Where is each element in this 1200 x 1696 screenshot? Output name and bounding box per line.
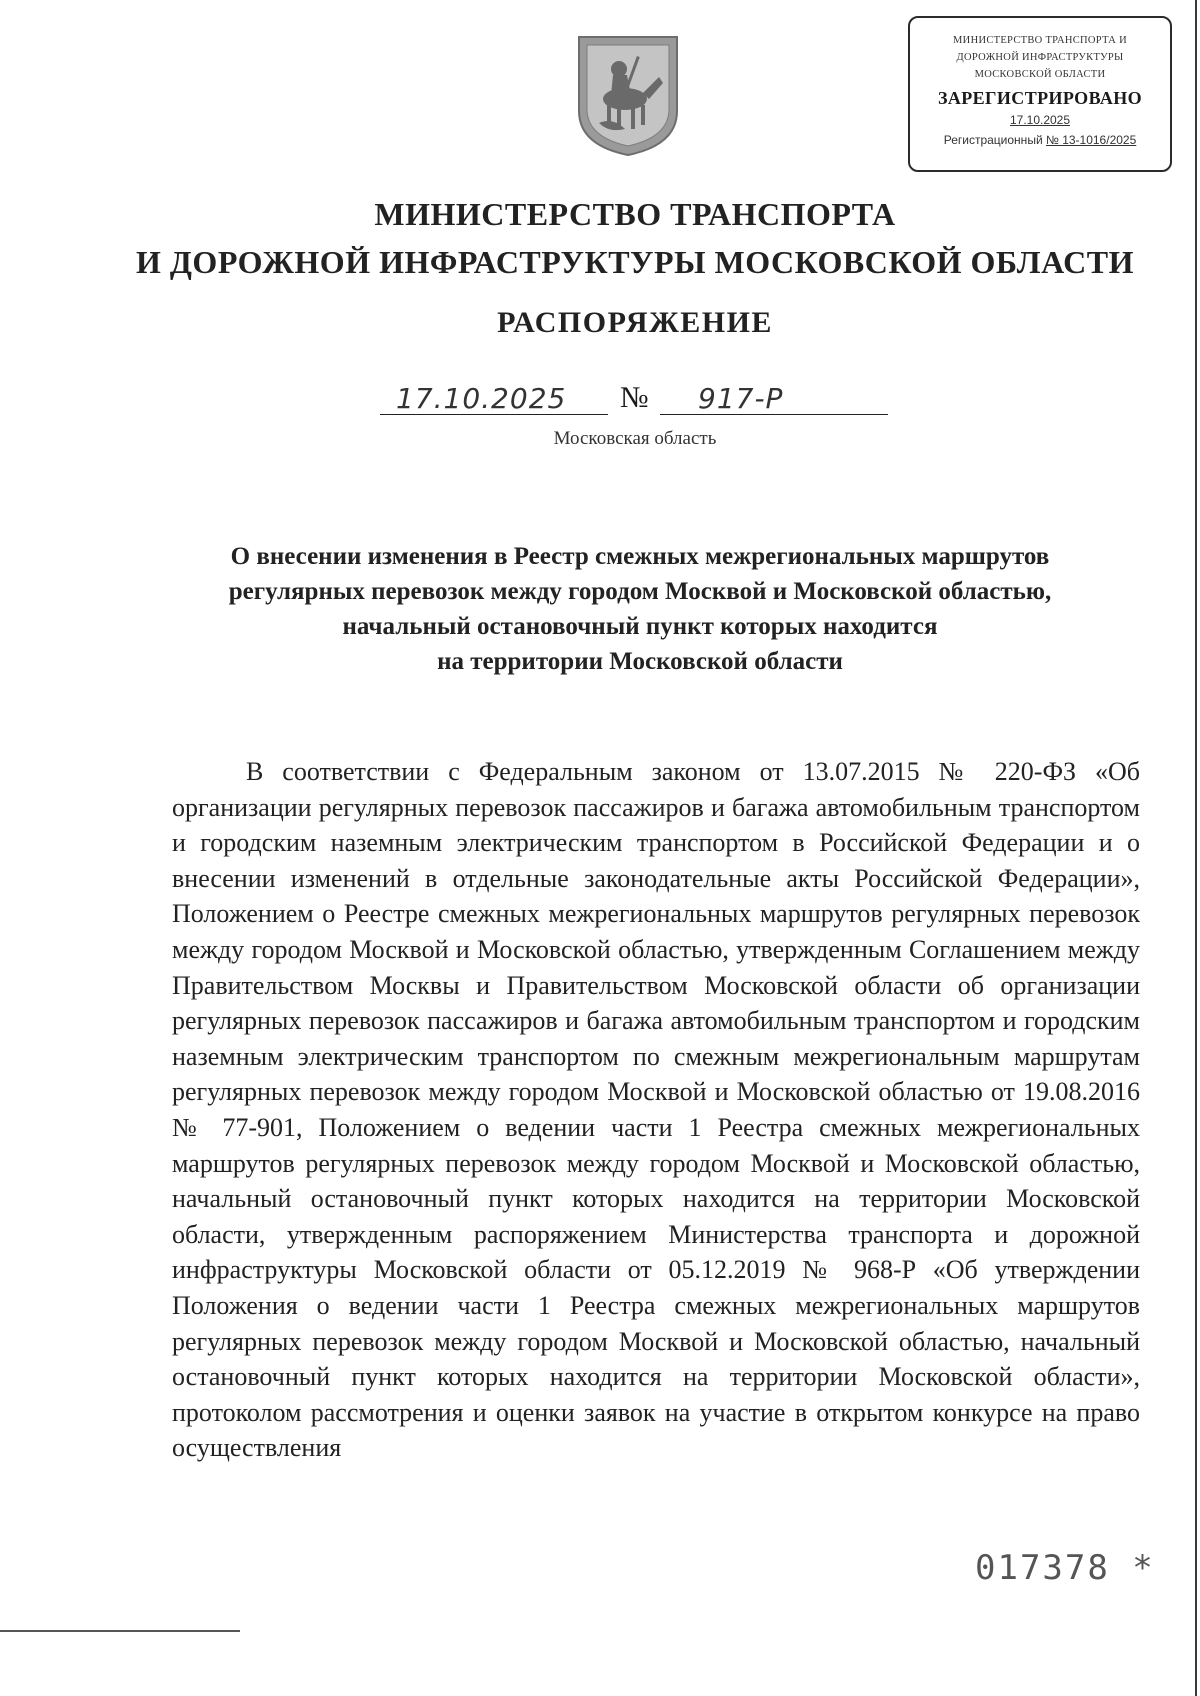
stamp-registration-number [910,133,1170,147]
subject-line: регулярных перевозок между городом Москвой и Московской областью, [228,578,1052,605]
document-body [172,754,1140,1466]
order-number-underline [660,414,888,415]
subject-line: на территории Московской области [437,648,843,675]
stamp-reg-value: № 13-1016/2025 [1045,133,1137,147]
coat-of-arms-emblem [573,33,683,159]
stamp-org-line: МИНИСТЕРСТВО ТРАНСПОРТА И [953,35,1127,46]
order-number-sign: № [620,381,649,414]
registration-stamp [908,16,1172,172]
document-subject [140,539,1140,679]
ministry-title [100,190,1170,286]
ministry-title-line: И ДОРОЖНОЙ ИНФРАСТРУКТУРЫ МОСКОВСКОЙ ОБЛАСТИ [136,244,1134,280]
stamp-reg-label: Регистрационный [943,133,1043,147]
scan-edge-right [1195,0,1197,1696]
stamp-org-line: ДОРОЖНОЙ ИНФРАСТРУКТУРЫ [956,52,1124,63]
order-place: Московская область [553,428,717,449]
document-serial-number: 017378 * [975,1548,1155,1588]
order-date-handwritten: 17.10.2025 [396,382,567,415]
ministry-title-line: МИНИСТЕРСТВО ТРАНСПОРТА [374,196,896,232]
stamp-status: ЗАРЕГИСТРИРОВАНО [937,88,1143,108]
scan-edge-bottom [0,1630,240,1632]
stamp-date: 17.10.2025 [1009,113,1071,127]
order-date-underline [380,414,608,415]
subject-line: начальный остановочный пункт которых находится [342,613,938,640]
order-number-handwritten: 917-Р [698,382,784,415]
document-type: РАСПОРЯЖЕНИЕ [497,306,773,339]
subject-line: О внесении изменения в Реестр смежных межрегиональных маршрутов [230,543,1050,570]
body-paragraph: В соответствии с Федеральным законом от 13.07.2015 № 220-ФЗ «Об организации регулярных перевозок пассажиров и багажа автомобильным транспортом и городским наземным электрическим транспортом в Российской Федерации и о внесении изменений в отдельные законодательные акты Российской Федерации», Положением о Реестре смежных межрегиональных маршрутов регулярных перевозок между городом Москвой и Московской областью, утвержденным Соглашением между Правительством Москвы и Правительством Московской области об организации регулярных перевозок пассажиров и багажа автомобильным транспортом и городским наземным электрическим транспортом по смежным межрегиональным маршрутам регулярных перевозок между городом Москвой и Московской областью от 19.08.2016 № 77-901, Положением о ведении части 1 Реестра смежных межрегиональных маршрутов регулярных перевозок между городом Москвой и Московской областью, начальный остановочный пункт которых находится на территории Московской области, утвержденным распоряжением Министерства транспорта и дорожной инфраструктуры Московской области от 05.12.2019 № 968-Р «Об утверждении Положения о ведении части 1 Реестра смежных межрегиональных маршрутов регулярных перевозок между городом Москвой и Московской областью, начальный остановочный пункт которых находится на территории Московской области», протоколом рассмотрения и оценки заявок на участие в открытом конкурсе на право осуществления [172,757,1140,1463]
stamp-org-line: МОСКОВСКОЙ ОБЛАСТИ [974,69,1106,80]
